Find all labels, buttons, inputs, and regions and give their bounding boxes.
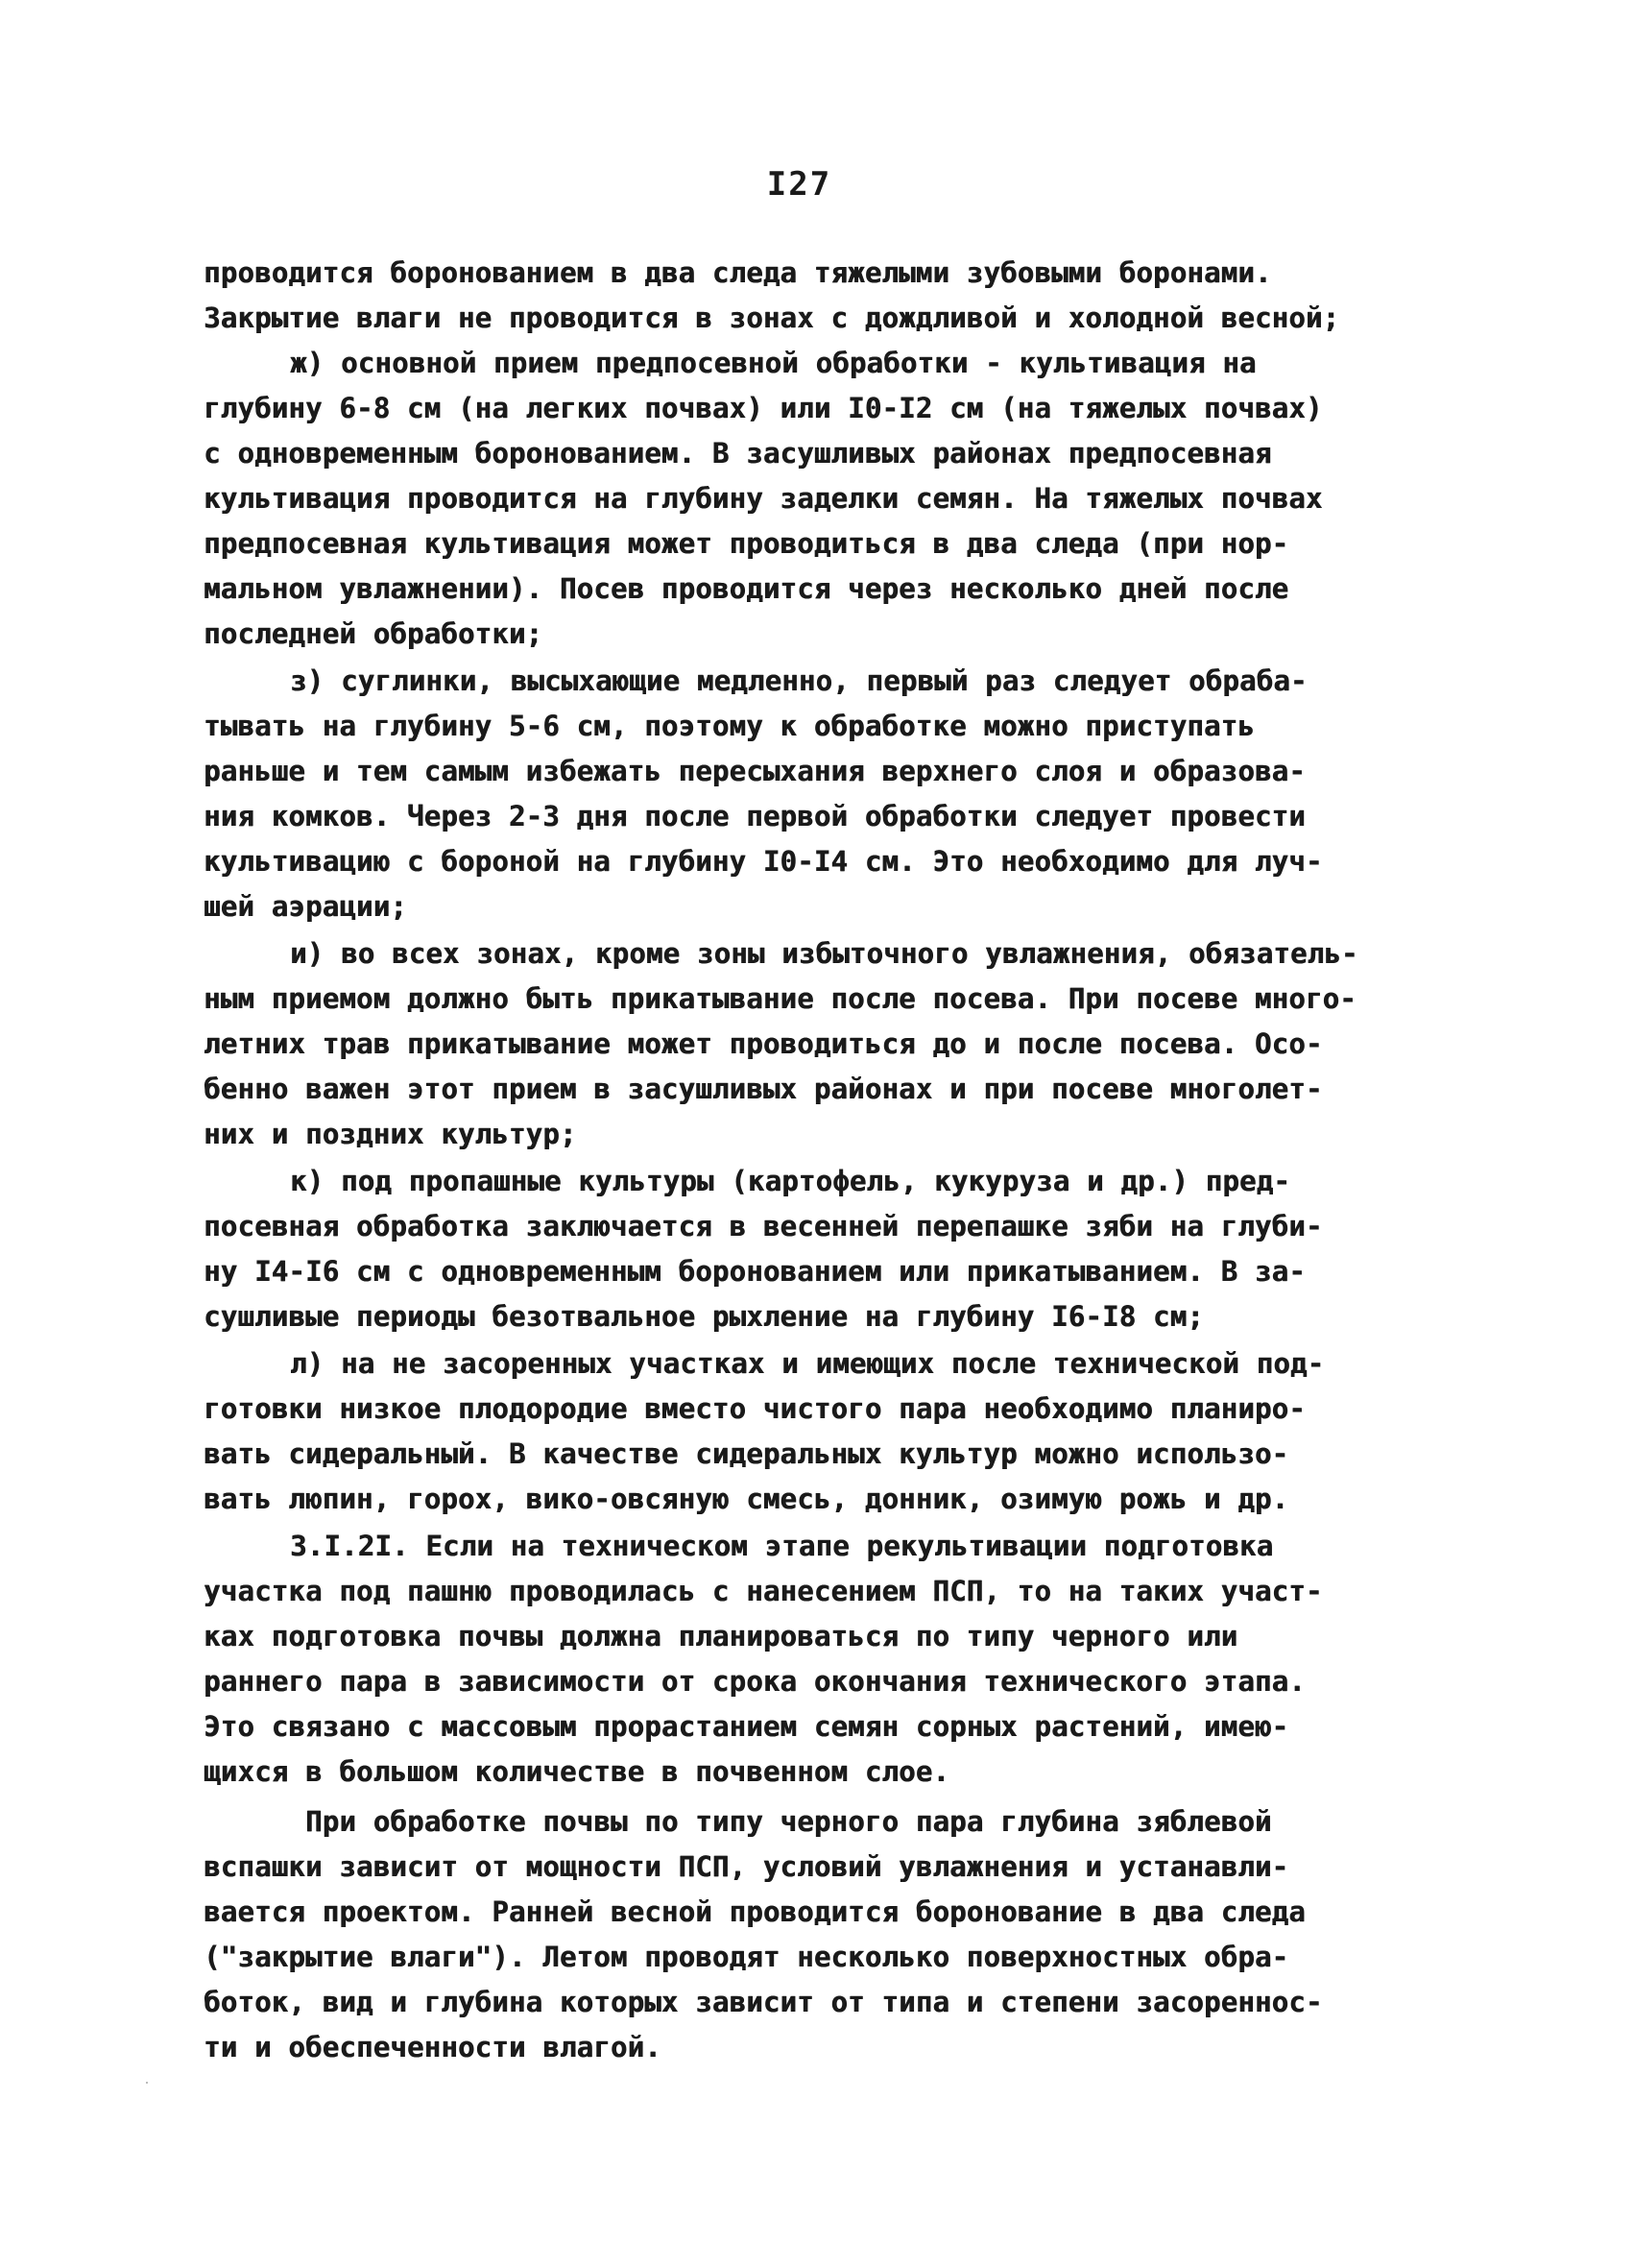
text-line: бенно важен этот прием в засушливых районах и при посеве многолет- — [204, 1073, 1323, 1105]
text-line: предпосевная культивация может проводиться в два следа (при нор- — [204, 527, 1289, 560]
text-line: вать люпин, горох, вико-овсяную смесь, донник, озимую рожь и др. — [204, 1483, 1289, 1515]
text-line: культивацию с бороной на глубину I0-I4 см. Это необходимо для луч- — [204, 845, 1323, 878]
text-line: вается проектом. Ранней весной проводится боронование в два следа — [204, 1895, 1306, 1928]
text-line: ж) основной прием предпосевной обработки - культивация на — [290, 347, 1257, 379]
text-line: последней обработки; — [204, 617, 543, 650]
text-line: щихся в большом количестве в почвенном слое. — [204, 1755, 950, 1788]
text-line: них и поздних культур; — [204, 1118, 577, 1150]
page-number: I27 — [766, 165, 832, 204]
text-line: При обработке почвы по типу черного пара глубина зяблевой — [305, 1805, 1272, 1838]
text-line: Это связано с массовым прорастанием семян сорных растений, имею- — [204, 1710, 1289, 1743]
text-line: вать сидеральный. В качестве сидеральных культур можно использо- — [204, 1437, 1289, 1470]
text-line: ния комков. Через 2-3 дня после первой обработки следует провести — [204, 800, 1306, 832]
text-line: глубину 6-8 см (на легких почвах) или I0-I2 см (на тяжелых почвах) — [204, 392, 1323, 424]
text-line: тывать на глубину 5-6 см, поэтому к обработке можно приступать — [204, 710, 1255, 742]
text-line: 3.I.2I. Если на техническом этапе рекультивации подготовка — [290, 1530, 1274, 1562]
text-line: л) на не засоренных участках и имеющих после технической под- — [290, 1347, 1325, 1380]
text-line: боток, вид и глубина которых зависит от типа и степени засореннос- — [204, 1986, 1323, 2018]
text-line: ти и обеспеченности влагой. — [204, 2031, 661, 2063]
text-line: готовки низкое плодородие вместо чистого пара необходимо планиро- — [204, 1392, 1306, 1425]
text-line: раннего пара в зависимости от срока окончания технического этапа. — [204, 1665, 1306, 1698]
text-line: к) под пропашные культуры (картофель, кукуруза и др.) пред- — [290, 1165, 1290, 1197]
text-line: летних трав прикатывание может проводиться до и после посева. Осо- — [204, 1027, 1323, 1060]
text-line: Закрытие влаги не проводится в зонах с дождливой и холодной весной; — [204, 302, 1340, 334]
text-line: участка под пашню проводилась с нанесением ПСП, то на таких участ- — [204, 1575, 1323, 1607]
text-line: вспашки зависит от мощности ПСП, условий увлажнения и устанавли- — [204, 1850, 1289, 1883]
text-line: з) суглинки, высыхающие медленно, первый раз следует обраба- — [290, 664, 1308, 697]
text-line: посевная обработка заключается в весенней перепашке зяби на глуби- — [204, 1210, 1323, 1243]
text-line: и) во всех зонах, кроме зоны избыточного увлажнения, обязатель- — [290, 937, 1358, 970]
text-line: раньше и тем самым избежать пересыхания верхнего слоя и образова- — [204, 755, 1306, 787]
text-line: ным приемом должно быть прикатывание после посева. При посеве много- — [204, 982, 1357, 1015]
text-line: культивация проводится на глубину заделки семян. На тяжелых почвах — [204, 482, 1323, 515]
text-line: сушливые периоды безотвальное рыхление на глубину I6-I8 см; — [204, 1300, 1204, 1333]
text-line: ну I4-I6 см с одновременным боронованием или прикатыванием. В за- — [204, 1255, 1306, 1288]
text-line: проводится боронованием в два следа тяжелыми зубовыми боронами. — [204, 256, 1272, 289]
text-line: ках подготовка почвы должна планироваться по типу черного или — [204, 1620, 1238, 1653]
text-line: мальном увлажнении). Посев проводится через несколько дней после — [204, 572, 1289, 605]
scan-speck — [146, 2082, 148, 2084]
text-line: шей аэрации; — [204, 890, 407, 923]
text-line: с одновременным боронованием. В засушливых районах предпосевная — [204, 437, 1272, 470]
text-line: ("закрытие влаги"). Летом проводят несколько поверхностных обра- — [204, 1941, 1289, 1973]
